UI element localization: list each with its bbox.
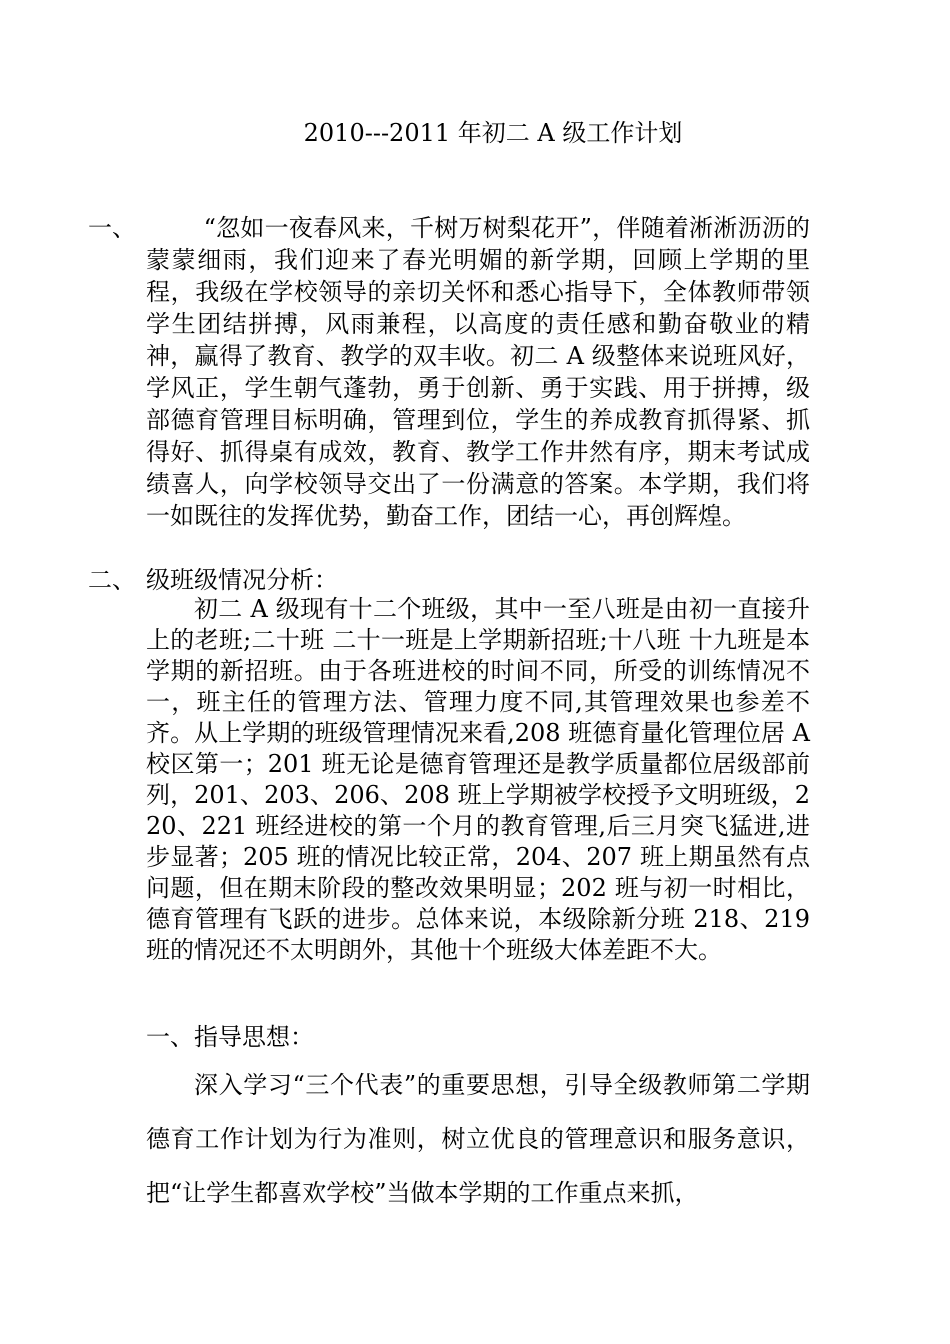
document-title: 2010---2011 年初二 A 级工作计划 — [303, 119, 683, 147]
section-2-marker: 二、 — [88, 566, 136, 594]
section-1-paragraph: “忽如一夜春风来，千树万树梨花开”，伴随着淅淅沥沥的蒙蒙细雨，我们迎来了春光明媚的新学期，回顾上学期的里程，我级在学校领导的亲切关怀和悉心指导下，全体教师带领学生团结拼搏，风雨兼程，以高度的责任感和勤奋敬业的精神，赢得了教育、教学的双丰收。初二 A 级整体来说班风好，学风正，学生朝气蓬勃，勇于创新、勇于实践、用于拼搏，级部德育管理目标明确，管理到位，学生的养成教育抓得紧、抓得好、抓得桌有成效，教育、教学工作井然有序，期末考试成绩喜人，向学校领导交出了一份满意的答案。本学期，我们将一如既往的发挥优势，勤奋工作，团结一心，再创辉煌。 — [146, 214, 810, 530]
section-3-paragraph: 深入学习“三个代表”的重要思想，引导全级教师第二学期德育工作计划为行为准则，树立优良的管理意识和服务意识，把“让学生都喜欢学校”当做本学期的工作重点来抓， — [146, 1071, 810, 1207]
section-3-heading: 一、指导思想： — [146, 1023, 314, 1051]
section-2-paragraph: 初二 A 级现有十二个班级，其中一至八班是由初一直接升上的老班;二十班 二十一班是上学期新招班;十八班 十九班是本学期的新招班。由于各班进校的时间不同，所受的训练情况不一，班主任的管理方法、管理力度不同,其管理效果也参差不齐。从上学期的班级管理情况来看,208 班德育量化管理位居 A 校区第一；201 班无论是德育管理还是教学质量都位居级部前列，201、203、206、208 班上学期被学校授予文明班级，220、221 班经进校的第一个月的教育管理,后三月突飞猛进,进步显著；205 班的情况比较正常，204、207 班上期虽然有点问题，但在期末阶段的整改效果明显；202 班与初一时相比，德育管理有飞跃的进步。总体来说，本级除新分班 218、219 班的情况还不太明朗外，其他十个班级大体差距不大。 — [146, 595, 810, 964]
section-2-heading: 级班级情况分析： — [146, 566, 338, 594]
section-1-marker: 一、 — [88, 214, 136, 242]
